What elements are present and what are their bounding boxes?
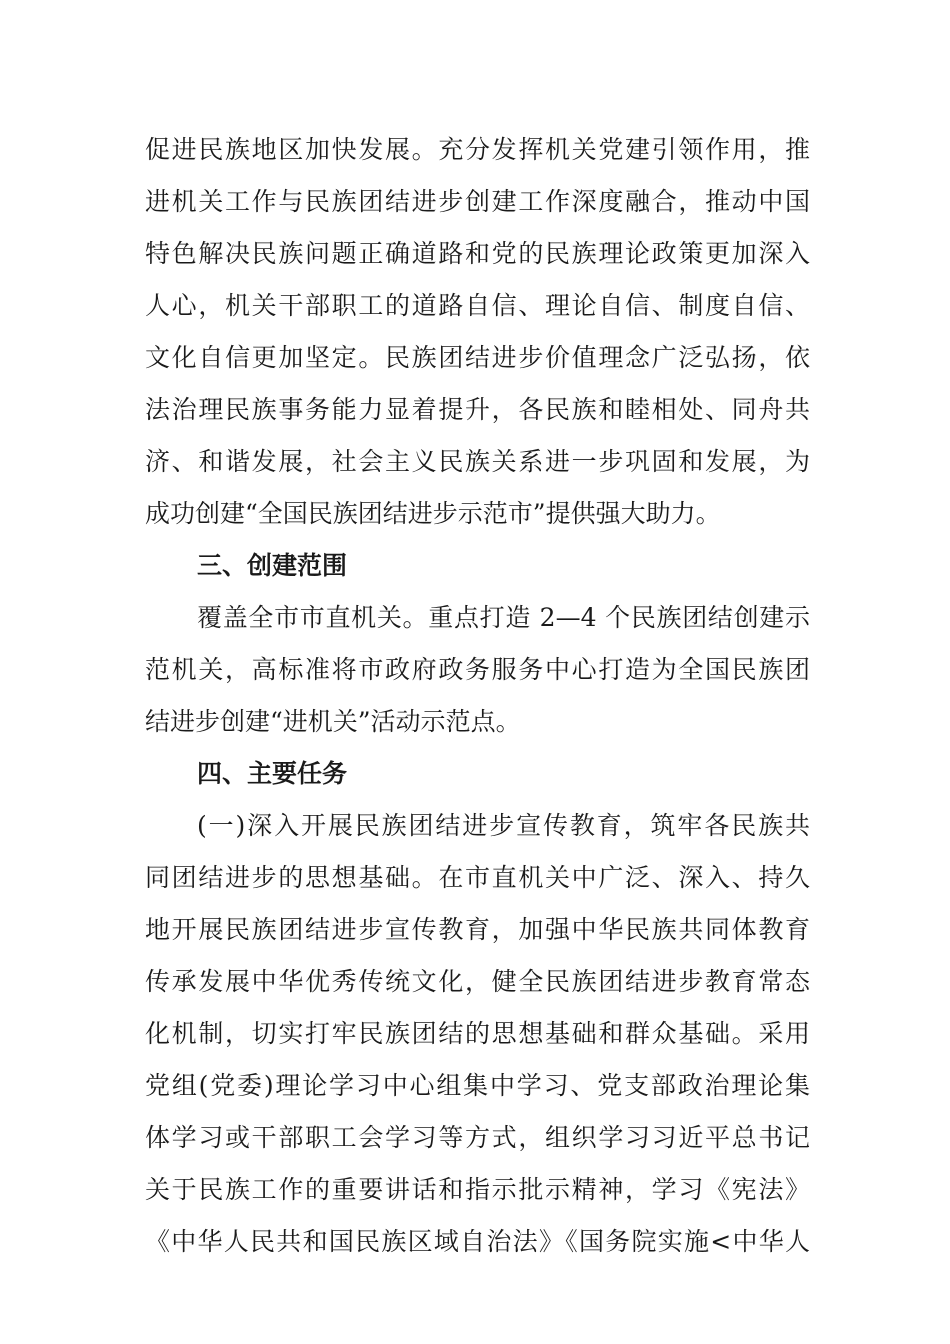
paragraph-line: 关于民族工作的重要讲话和指示批示精神，学习《宪法》 [145,1175,810,1204]
paragraph-line: 化机制，切实打牢民族团结的思想基础和群众基础。采用 [145,1019,810,1048]
paragraph-line: 传承发展中华优秀传统文化，健全民族团结进步教育常态 [145,967,810,996]
section-heading: 三、创建范围 [197,551,348,580]
paragraph-line: 体学习或干部职工会学习等方式，组织学习习近平总书记 [145,1123,810,1152]
paragraph-line: 同团结进步的思想基础。在市直机关中广泛、深入、持久 [145,863,810,892]
paragraph-line: 结进步创建“进机关”活动示范点。 [145,707,521,736]
paragraph-line: 《中华人民共和国民族区域自治法》《国务院实施<中华人 [145,1227,810,1256]
paragraph-line: 覆盖全市市直机关。重点打造 2—4 个民族团结创建示 [197,603,810,632]
paragraph-line: 党组(党委)理论学习中心组集中学习、党支部政治理论集 [145,1071,810,1100]
paragraph-line: 成功创建“全国民族团结进步示范市”提供强大助力。 [145,499,721,528]
paragraph-line: 范机关，高标准将市政府政务服务中心打造为全国民族团 [145,655,810,684]
paragraph-line: 特色解决民族问题正确道路和党的民族理论政策更加深入 [145,239,810,268]
paragraph-line: 人心，机关干部职工的道路自信、理论自信、制度自信、 [145,291,810,320]
paragraph-line: 文化自信更加坚定。民族团结进步价值理念广泛弘扬，依 [145,343,810,372]
paragraph-line: 进机关工作与民族团结进步创建工作深度融合，推动中国 [145,187,810,216]
section-heading: 四、主要任务 [197,759,348,788]
paragraph-line: 地开展民族团结进步宣传教育，加强中华民族共同体教育 [145,915,810,944]
paragraph-line: 济、和谐发展，社会主义民族关系进一步巩固和发展，为 [145,447,810,476]
paragraph-line: (一)深入开展民族团结进步宣传教育，筑牢各民族共 [197,811,810,840]
paragraph-line: 法治理民族事务能力显着提升，各民族和睦相处、同舟共 [145,395,810,424]
paragraph-line: 促进民族地区加快发展。充分发挥机关党建引领作用，推 [145,135,810,164]
